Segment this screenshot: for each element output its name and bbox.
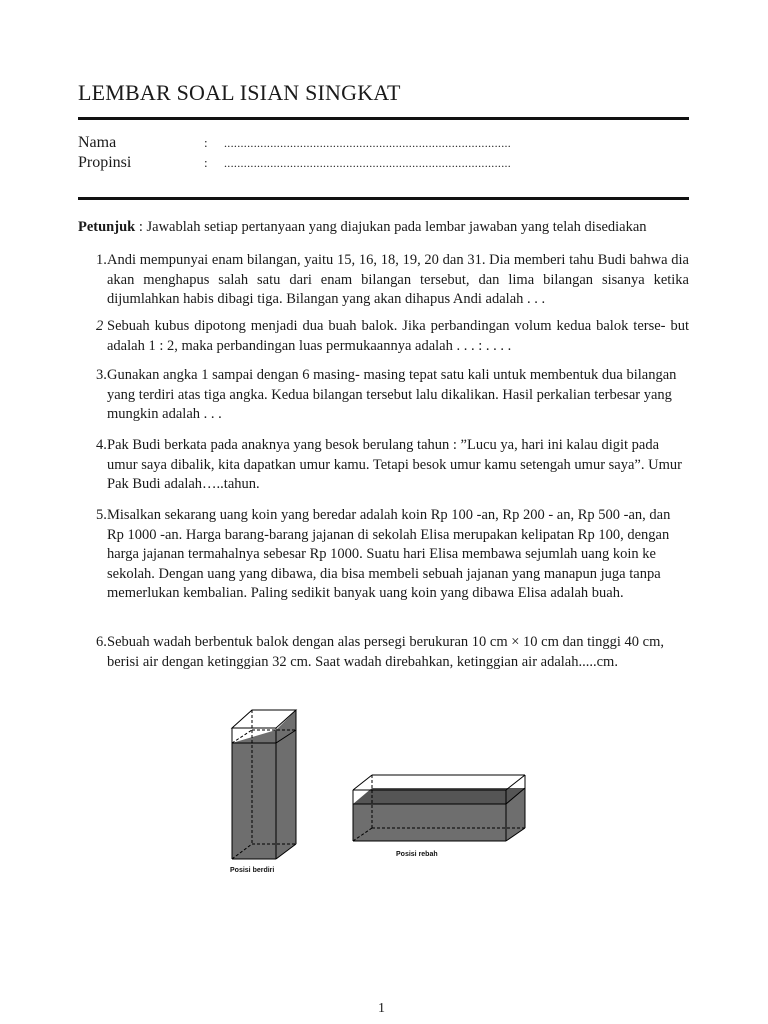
standing-label: Posisi berdiri (230, 867, 275, 874)
question-6 (96, 633, 689, 672)
province-blank[interactable]: ....................................................................................... (224, 156, 512, 170)
question-text: Andi mempunyai enam bilangan, yaitu 15, 16, 18, 19, 20 dan 31. Dia memberi tahu Budi bahwa dia akan menghapus salah satu dari enam bilangan tersebut, dan lima bilangan sisanya ketika dijumlahkan habis dibagi tiga. Bilangan yang akan dihapus Andi adalah . . . (107, 252, 689, 307)
question-3 (96, 366, 689, 425)
top-divider (78, 117, 689, 120)
question-number: 6. (96, 634, 107, 650)
bottom-divider (78, 197, 689, 200)
instructions-text: : Jawablah setiap pertanyaan yang diajukan pada lembar jawaban yang telah disediakan (138, 219, 647, 235)
province-field (78, 154, 511, 172)
instructions (78, 219, 698, 236)
question-2 (96, 317, 689, 356)
name-field (78, 134, 511, 152)
province-colon: : (204, 155, 208, 170)
lying-label: Posisi rebah (396, 851, 438, 858)
question-text: Pak Budi berkata pada anaknya yang besok berulang tahun : ”Lucu ya, hari ini kalau digit pada umur saya dibalik, kita dapatkan umur kamu. Tetapi besok umur kamu setengah umur saya”. Umur Pak Budi adalah…..tahun. (107, 437, 682, 492)
name-colon: : (204, 135, 208, 150)
page-title: LEMBAR SOAL ISIAN SINGKAT (78, 80, 401, 105)
name-label: Nama (78, 134, 117, 151)
page-number: 1 (378, 1001, 385, 1016)
question-number: 4. (96, 437, 107, 453)
question-4 (96, 436, 689, 495)
lying-prism-drawing (353, 775, 525, 841)
container-figure (220, 700, 540, 885)
question-number: 2 (96, 318, 104, 334)
question-number: 5. (96, 507, 107, 523)
question-5 (96, 506, 689, 604)
province-label: Propinsi (78, 154, 132, 171)
instructions-label: Petunjuk (78, 219, 136, 235)
question-text: Sebuah wadah berbentuk balok dengan alas persegi berukuran 10 cm × 10 cm dan tinggi 40 cm, berisi air dengan ketinggian 32 cm. Saat wadah direbahkan, ketinggian air adalah.....cm. (107, 634, 665, 670)
question-text: Sebuah kubus dipotong menjadi dua buah balok. Jika perbandingan volum kedua balok terse- but adalah 1 : 2, maka perbandingan luas permukaannya adalah . . . : . . . . (107, 318, 689, 354)
question-number: 1. (96, 252, 107, 268)
question-1 (96, 251, 689, 310)
question-text: Gunakan angka 1 sampai dengan 6 masing- masing tepat satu kali untuk membentuk dua bilangan yang terdiri atas tiga angka. Kedua bilangan tersebut lalu dikalikan. Hasil perkalian terbesar yang mungkin adalah . . . (107, 367, 677, 422)
question-number: 3. (96, 367, 107, 383)
name-blank[interactable]: ....................................................................................... (224, 136, 512, 150)
question-text: Misalkan sekarang uang koin yang beredar adalah koin Rp 100 -an, Rp 200 - an, Rp 500 -an, dan Rp 1000 -an. Harga barang-barang jajanan di sekolah Elisa merupakan kelipatan Rp 100, dengan harga jajanan termahalnya sebesar Rp 1000. Suatu hari Elisa membawa sejumlah uang koin ke sekolah. Dengan uang yang dibawa, dia bisa membeli sebuah jajanan yang manapun juga tanpa memerlukan kembalian. Paling sedikit banyak uang koin yang dibawa Elisa adalah buah. (107, 507, 671, 601)
standing-prism-drawing (232, 710, 296, 859)
